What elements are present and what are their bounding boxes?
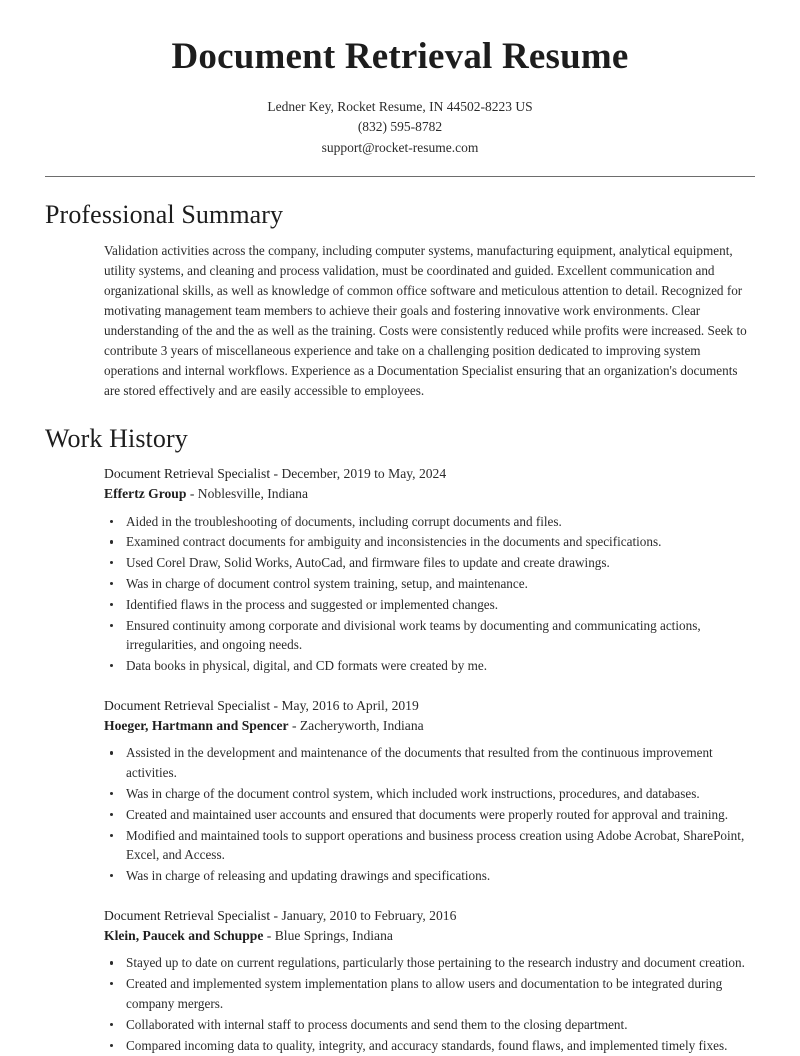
job-location: Zacheryworth, Indiana xyxy=(299,717,424,733)
job-entry xyxy=(104,906,755,1055)
professional-summary-section xyxy=(0,199,800,401)
job-role: Document Retrieval Specialist xyxy=(104,466,271,482)
job-title-line xyxy=(104,906,755,926)
job-separator: - xyxy=(273,907,279,923)
list-item: Was in charge of releasing and updating drawings and specifications. xyxy=(104,866,755,886)
job-role: Document Retrieval Specialist xyxy=(104,907,271,923)
job-dates: January, 2010 to February, 2016 xyxy=(281,907,457,923)
job-company-line xyxy=(104,926,755,946)
job-bullet-list xyxy=(104,512,755,676)
list-item: Collaborated with internal staff to process documents and send them to the closing department. xyxy=(104,1015,755,1035)
work-history-section xyxy=(0,423,800,1055)
page-title: Document Retrieval Resume xyxy=(171,36,629,77)
job-location: Blue Springs, Indiana xyxy=(274,927,393,943)
contact-email: support@rocket-resume.com xyxy=(321,140,479,156)
section-heading-summary: Professional Summary xyxy=(45,200,284,230)
job-company: Hoeger, Hartmann and Spencer xyxy=(104,717,289,733)
contact-phone: (832) 595-8782 xyxy=(357,119,443,135)
job-separator: - xyxy=(273,466,279,482)
job-location: Noblesville, Indiana xyxy=(197,485,309,501)
job-separator: - xyxy=(189,485,195,501)
list-item: Identified flaws in the process and suggested or implemented changes. xyxy=(104,595,755,615)
job-bullet-list xyxy=(104,743,755,886)
header-divider xyxy=(45,176,755,177)
list-item: Assisted in the development and maintenance of the documents that resulted from the continuous improvement activities. xyxy=(104,743,755,783)
job-separator: - xyxy=(291,717,297,733)
resume-header xyxy=(0,0,800,159)
list-item: Modified and maintained tools to support operations and business process creation using Adobe Acrobat, SharePoint, Excel, and Access. xyxy=(104,826,755,866)
job-title-line xyxy=(104,464,755,484)
job-bullet-list xyxy=(104,953,755,1055)
job-company: Klein, Paucek and Schuppe xyxy=(104,927,264,943)
list-item: Ensured continuity among corporate and divisional work teams by documenting and communicating actions, irregularities, and ongoing needs. xyxy=(104,616,755,656)
list-item: Was in charge of document control system training, setup, and maintenance. xyxy=(104,574,755,594)
list-item: Aided in the troubleshooting of documents, including corrupt documents and files. xyxy=(104,512,755,532)
job-entry xyxy=(104,464,755,676)
summary-paragraph: Validation activities across the company, including computer systems, manufacturing equipment, analytical equipment, utility systems, and cleaning and process validation, must be coordinated and guided. Excellent communication and organizational skills, as well as knowledge of common office software and meticulous attention to detail. Recognized for motivating management team members to achieve their goals and fostering innovative work environments. Clear understanding of the and the as well as the training. Costs were consistently reduced while profits were increased. Seek to contribute 3 years of miscellaneous experience and take on a challenging position dedicated to improving system operations and internal workflows. Experience as a Documentation Specialist ensuring that an organization's documents are stored effectively and are easily accessible to employees. xyxy=(104,242,747,398)
job-role: Document Retrieval Specialist xyxy=(104,697,271,713)
job-company-line xyxy=(104,716,755,736)
list-item: Examined contract documents for ambiguity and inconsistencies in the documents and specifications. xyxy=(104,532,755,552)
list-item: Created and implemented system implementation plans to allow users and documentation to be integrated during company mergers. xyxy=(104,974,755,1014)
list-item: Was in charge of the document control system, which included work instructions, procedures, and databases. xyxy=(104,784,755,804)
list-item: Data books in physical, digital, and CD formats were created by me. xyxy=(104,656,755,676)
list-item: Compared incoming data to quality, integrity, and accuracy standards, found flaws, and implemented timely fixes. xyxy=(104,1036,755,1056)
section-heading-work-history: Work History xyxy=(45,424,188,453)
list-item: Created and maintained user accounts and ensured that documents were properly routed for approval and training. xyxy=(104,805,755,825)
job-dates: December, 2019 to May, 2024 xyxy=(281,466,447,482)
job-entry xyxy=(104,696,755,886)
job-separator: - xyxy=(273,697,279,713)
job-title-line xyxy=(104,696,755,716)
job-company-line xyxy=(104,484,755,504)
job-dates: May, 2016 to April, 2019 xyxy=(281,697,419,713)
list-item: Used Corel Draw, Solid Works, AutoCad, and firmware files to update and create drawings. xyxy=(104,553,755,573)
job-separator: - xyxy=(266,927,272,943)
work-history-body xyxy=(45,464,755,1055)
job-company: Effertz Group xyxy=(104,485,187,501)
list-item: Stayed up to date on current regulations, particularly those pertaining to the research industry and document creation. xyxy=(104,953,755,973)
contact-address: Ledner Key, Rocket Resume, IN 44502-8223 US xyxy=(267,98,533,114)
summary-body xyxy=(45,241,755,402)
